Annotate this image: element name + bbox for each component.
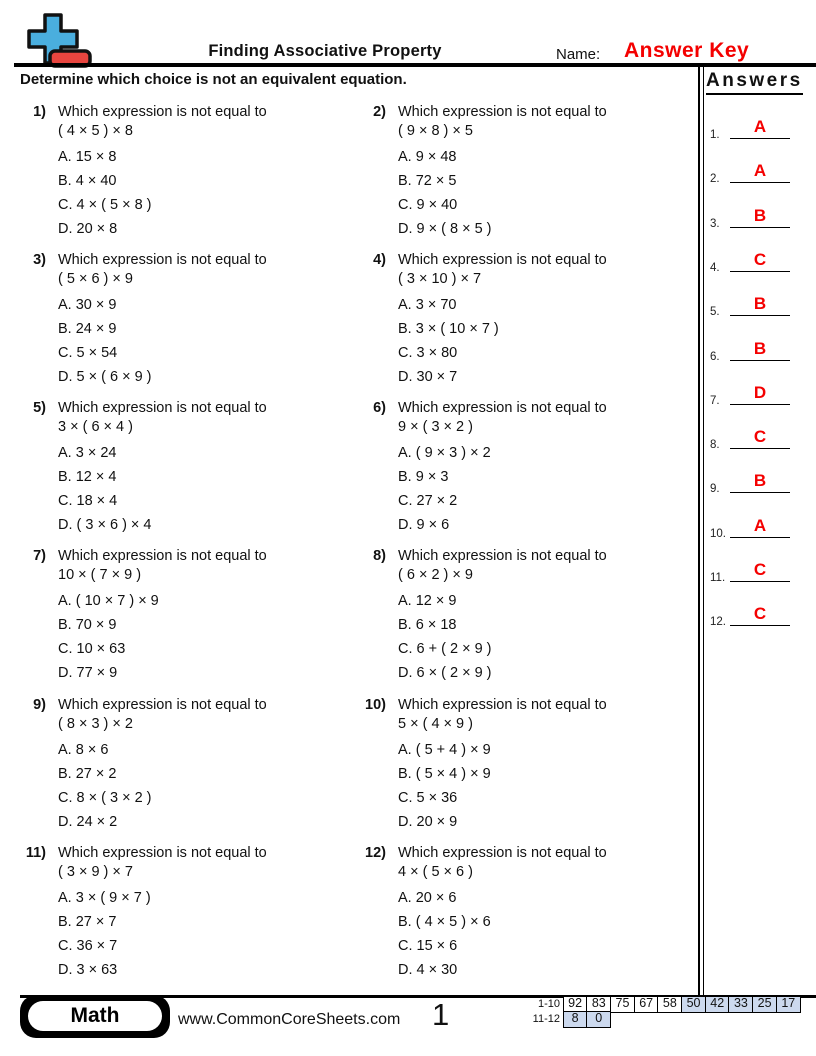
answer-blank xyxy=(730,604,790,626)
choice-c: C. 3 × 80 xyxy=(398,345,458,361)
choice-d: D. 6 × ( 2 × 9 ) xyxy=(398,665,492,681)
answer-letter: C xyxy=(753,560,767,579)
question-prompt: Which expression is not equal to xyxy=(58,845,267,861)
answer-item-4 xyxy=(706,233,812,277)
question-expression: 3 × ( 6 × 4 ) xyxy=(58,419,133,435)
answer-number: 1. xyxy=(710,129,720,141)
score-cell: 83 xyxy=(586,996,611,1013)
question-expression: 5 × ( 4 × 9 ) xyxy=(398,716,473,732)
answer-item-2 xyxy=(706,144,812,188)
answer-letter: A xyxy=(753,515,767,535)
answer-key-label: Answer Key xyxy=(624,39,750,62)
question-9 xyxy=(20,696,355,834)
choice-d: D. 20 × 9 xyxy=(398,814,458,830)
answer-item-7 xyxy=(706,366,812,410)
answer-number: 11. xyxy=(710,572,726,584)
question-4 xyxy=(360,251,695,389)
question-prompt: Which expression is not equal to xyxy=(398,697,607,713)
answer-blank xyxy=(730,206,790,228)
question-prompt: Which expression is not equal to xyxy=(398,400,607,416)
question-8 xyxy=(360,547,695,685)
question-expression: 4 × ( 5 × 6 ) xyxy=(398,864,473,880)
instructions-text: Determine which choice is not an equivalent equation. xyxy=(20,71,407,88)
answer-blank xyxy=(730,471,790,493)
answer-letter: B xyxy=(753,205,767,225)
answer-letter: B xyxy=(753,338,767,358)
answer-number: 7. xyxy=(710,394,720,407)
question-number: 5) xyxy=(33,400,46,416)
choice-d: D. ( 3 × 6 ) × 4 xyxy=(58,517,152,533)
name-label: Name: xyxy=(556,46,601,63)
question-10 xyxy=(360,696,695,834)
question-expression: ( 8 × 3 ) × 2 xyxy=(58,716,133,732)
choice-a: A. ( 5 + 4 ) × 9 xyxy=(398,742,491,758)
choice-b: B. 4 × 40 xyxy=(58,173,117,189)
choice-d: D. 24 × 2 xyxy=(58,814,118,830)
answer-number: 4. xyxy=(710,261,720,274)
answer-blank xyxy=(730,560,790,582)
question-5 xyxy=(20,399,355,537)
score-cell: 8 xyxy=(563,1011,588,1028)
choice-a: A. ( 9 × 3 ) × 2 xyxy=(398,445,491,461)
choice-d: D. 20 × 8 xyxy=(58,221,118,237)
page-number: 1 xyxy=(432,997,450,1032)
answer-blank xyxy=(730,294,790,316)
answers-divider-line xyxy=(703,66,705,996)
choice-b: B. 72 × 5 xyxy=(398,173,457,189)
answer-number: 3. xyxy=(710,217,720,230)
choice-b: B. 24 × 9 xyxy=(58,321,117,337)
answer-blank xyxy=(730,516,790,538)
answer-letter: B xyxy=(753,294,767,314)
choice-c: C. 6 + ( 2 × 9 ) xyxy=(398,641,492,657)
choice-a: A. 3 × 24 xyxy=(58,445,117,461)
choice-b: B. 70 × 9 xyxy=(58,617,117,633)
score-cell: 67 xyxy=(634,996,659,1013)
question-expression: ( 6 × 2 ) × 9 xyxy=(398,567,473,583)
question-number: 7) xyxy=(33,548,46,564)
answer-letter: B xyxy=(753,471,767,491)
choice-c: C. 4 × ( 5 × 8 ) xyxy=(58,197,152,213)
score-table xyxy=(526,996,801,1028)
choice-c: C. 27 × 2 xyxy=(398,493,458,509)
answer-blank xyxy=(730,339,790,361)
choice-a: A. 12 × 9 xyxy=(398,593,457,609)
choice-a: A. 15 × 8 xyxy=(58,149,117,165)
page-title: Finding Associative Property xyxy=(208,42,442,60)
question-prompt: Which expression is not equal to xyxy=(398,845,607,861)
choice-c: C. 8 × ( 3 × 2 ) xyxy=(58,790,152,806)
choice-c: C. 5 × 54 xyxy=(58,345,118,361)
question-prompt: Which expression is not equal to xyxy=(58,104,267,120)
question-6 xyxy=(360,399,695,537)
answer-item-12 xyxy=(706,587,812,631)
choice-a: A. ( 10 × 7 ) × 9 xyxy=(58,593,159,609)
question-number: 1) xyxy=(33,104,46,120)
choice-d: D. 9 × 6 xyxy=(398,517,450,533)
score-cell: 58 xyxy=(657,996,682,1013)
question-7 xyxy=(20,547,355,685)
question-number: 6) xyxy=(373,400,386,416)
question-prompt: Which expression is not equal to xyxy=(398,548,607,564)
subject-tab xyxy=(20,995,170,1038)
answer-number: 5. xyxy=(710,306,720,319)
answer-letter: A xyxy=(753,161,767,181)
choice-d: D. 4 × 30 xyxy=(398,962,458,978)
choice-b: B. 9 × 3 xyxy=(398,469,449,485)
choice-c: C. 36 × 7 xyxy=(58,938,118,954)
score-cell: 50 xyxy=(681,996,706,1013)
question-3 xyxy=(20,251,355,389)
answer-number: 2. xyxy=(710,173,720,186)
choice-b: B. 3 × ( 10 × 7 ) xyxy=(398,321,499,337)
answer-letter: A xyxy=(753,117,767,136)
answer-item-3 xyxy=(706,189,812,233)
answer-letter: C xyxy=(753,604,767,624)
choice-d: D. 9 × ( 8 × 5 ) xyxy=(398,221,492,237)
answer-blank xyxy=(730,117,790,139)
choice-b: B. ( 5 × 4 ) × 9 xyxy=(398,766,491,782)
question-prompt: Which expression is not equal to xyxy=(58,400,267,416)
choice-d: D. 5 × ( 6 × 9 ) xyxy=(58,369,152,385)
answers-panel-title: Answers xyxy=(706,70,803,95)
question-expression: ( 5 × 6 ) × 9 xyxy=(58,271,133,287)
question-number: 11) xyxy=(25,845,46,861)
answer-item-6 xyxy=(706,322,812,366)
question-11 xyxy=(20,844,355,982)
choice-a: A. 3 × ( 9 × 7 ) xyxy=(58,890,151,906)
answer-letter: C xyxy=(753,249,767,269)
question-prompt: Which expression is not equal to xyxy=(398,104,607,120)
question-1 xyxy=(20,103,355,241)
score-row-11-12 xyxy=(526,1011,801,1028)
question-number: 8) xyxy=(373,548,386,564)
answer-item-8 xyxy=(706,410,812,454)
question-expression: 9 × ( 3 × 2 ) xyxy=(398,419,473,435)
answer-item-5 xyxy=(706,277,812,321)
answer-number: 10. xyxy=(710,527,726,540)
answer-item-11 xyxy=(706,543,812,587)
answer-item-1 xyxy=(706,100,812,144)
score-cell: 92 xyxy=(563,996,588,1013)
answer-blank xyxy=(730,161,790,183)
choice-c: C. 15 × 6 xyxy=(398,938,458,954)
answer-letter: D xyxy=(753,382,767,402)
choice-a: A. 30 × 9 xyxy=(58,297,117,313)
score-cell: 33 xyxy=(728,996,753,1013)
question-2 xyxy=(360,103,695,241)
answer-blank xyxy=(730,250,790,272)
answer-blank xyxy=(730,383,790,405)
questions-grid xyxy=(20,96,700,994)
question-expression: 10 × ( 7 × 9 ) xyxy=(58,567,142,583)
choice-c: C. 5 × 36 xyxy=(398,790,458,806)
question-prompt: Which expression is not equal to xyxy=(58,697,267,713)
answer-item-10 xyxy=(706,499,812,543)
choice-d: D. 3 × 63 xyxy=(58,962,118,978)
choice-c: C. 18 × 4 xyxy=(58,493,118,509)
choice-c: C. 10 × 63 xyxy=(58,641,126,657)
answer-item-9 xyxy=(706,454,812,498)
question-number: 4) xyxy=(373,252,386,268)
choice-d: D. 77 × 9 xyxy=(58,665,118,681)
choice-a: A. 3 × 70 xyxy=(398,297,457,313)
question-number: 12) xyxy=(365,845,386,861)
choice-b: B. 27 × 7 xyxy=(58,914,117,930)
score-row-label: 1-10 xyxy=(537,998,560,1010)
choice-c: C. 9 × 40 xyxy=(398,197,458,213)
choice-d: D. 30 × 7 xyxy=(398,369,458,385)
question-number: 3) xyxy=(33,252,46,268)
question-number: 2) xyxy=(373,104,386,120)
question-prompt: Which expression is not equal to xyxy=(58,252,267,268)
choice-b: B. 27 × 2 xyxy=(58,766,117,782)
score-cell: 17 xyxy=(776,996,801,1013)
answer-blank xyxy=(730,427,790,449)
question-expression: ( 9 × 8 ) × 5 xyxy=(398,123,473,139)
question-12 xyxy=(360,844,695,982)
score-cell: 42 xyxy=(705,996,730,1013)
answer-number: 12. xyxy=(710,616,726,629)
header-divider xyxy=(14,63,816,67)
score-cell: 0 xyxy=(586,1011,611,1028)
choice-a: A. 9 × 48 xyxy=(398,149,457,165)
choice-a: A. 20 × 6 xyxy=(398,890,457,906)
question-number: 9) xyxy=(33,697,46,713)
choice-b: B. 12 × 4 xyxy=(58,469,117,485)
choice-b: B. 6 × 18 xyxy=(398,617,457,633)
answer-number: 8. xyxy=(710,439,720,452)
score-cell: 75 xyxy=(610,996,635,1013)
answer-number: 6. xyxy=(710,350,720,363)
score-row-label: 11-12 xyxy=(532,1013,560,1025)
question-expression: ( 3 × 9 ) × 7 xyxy=(58,864,133,880)
question-prompt: Which expression is not equal to xyxy=(398,252,607,268)
score-cell: 25 xyxy=(752,996,777,1013)
choice-a: A. 8 × 6 xyxy=(58,742,109,758)
answer-letter: C xyxy=(753,427,767,447)
question-expression: ( 4 × 5 ) × 8 xyxy=(58,123,133,139)
question-expression: ( 3 × 10 ) × 7 xyxy=(398,271,482,287)
answer-number: 9. xyxy=(710,483,720,496)
website-url: www.CommonCoreSheets.com xyxy=(178,1011,401,1028)
question-number: 10) xyxy=(365,697,386,713)
choice-b: B. ( 4 × 5 ) × 6 xyxy=(398,914,491,930)
question-prompt: Which expression is not equal to xyxy=(58,548,267,564)
subject-label: Math xyxy=(28,1001,162,1031)
